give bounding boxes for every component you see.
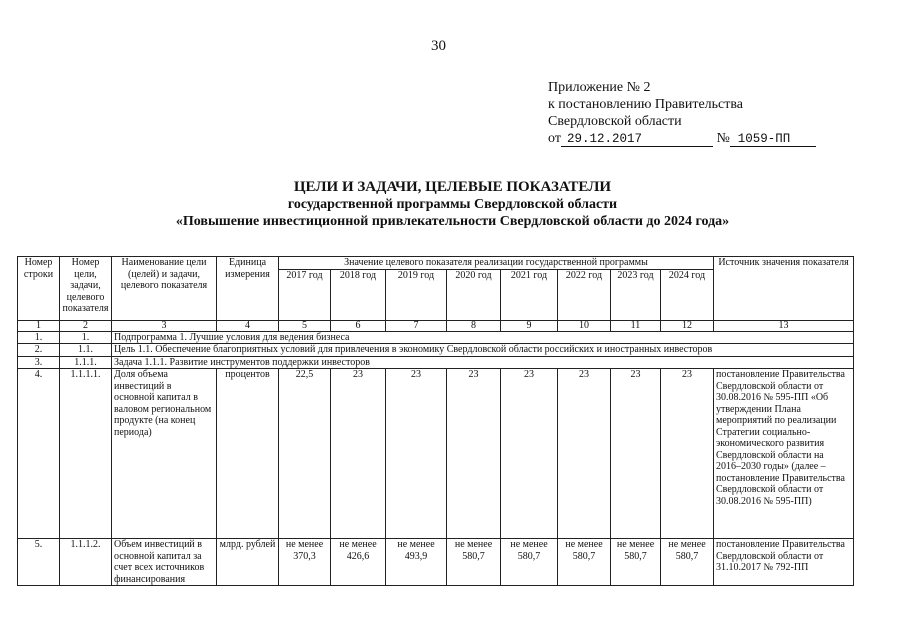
column-number: 9	[501, 320, 558, 331]
column-number: 5	[279, 320, 331, 331]
title-line-2: государственной программы Свердловской области	[287, 197, 618, 212]
row-code: 1.1.1.	[60, 356, 112, 369]
column-number: 10	[558, 320, 611, 331]
column-number: 4	[217, 320, 279, 331]
header-year: 2020 год	[447, 269, 501, 320]
indicator-value-cell	[661, 539, 714, 586]
span-row-task	[18, 356, 854, 369]
row-code: 1.1.	[60, 344, 112, 357]
row-number: 4.	[18, 369, 60, 539]
indicator-value: 23	[331, 369, 386, 539]
appendix-line-3: Свердловской области	[548, 114, 682, 129]
indicator-value-cell	[501, 539, 558, 586]
indicator-value: 370,3	[293, 550, 316, 562]
header-year: 2017 год	[279, 269, 331, 320]
header-year: 2024 год	[661, 269, 714, 320]
task-title: Задача 1.1.1. Развитие инструментов поддержки инвесторов	[112, 356, 854, 369]
row-code: 1.	[60, 331, 112, 344]
header-year: 2018 год	[331, 269, 386, 320]
column-number: 3	[112, 320, 217, 331]
title-line-3: «Повышение инвестиционной привлекательности Свердловской области до 2024 года»	[175, 214, 730, 229]
header-goal-number: Номер цели, задачи, целевого показателя	[60, 257, 112, 321]
indicator-value-cell	[447, 539, 501, 586]
resolution-date: 29.12.2017	[561, 132, 713, 147]
appendix-line-2: к постановлению Правительства	[548, 97, 744, 112]
value-prefix: не менее	[397, 539, 435, 550]
document-title	[0, 179, 905, 230]
indicator-value: 22,5	[279, 369, 331, 539]
appendix-header	[548, 79, 816, 147]
row-number: 5.	[18, 539, 60, 586]
header-values-group: Значение целевого показателя реализации государственной программы	[279, 257, 714, 270]
column-number: 12	[661, 320, 714, 331]
indicator-value: 580,7	[624, 550, 647, 562]
column-number: 13	[714, 320, 854, 331]
header-row-1	[18, 257, 854, 270]
indicator-unit: процентов	[217, 369, 279, 539]
value-prefix: не менее	[668, 539, 706, 550]
indicator-row-4	[18, 369, 854, 539]
span-row-goal	[18, 344, 854, 357]
indicator-value: 23	[661, 369, 714, 539]
column-number: 2	[60, 320, 112, 331]
row-number: 3.	[18, 356, 60, 369]
indicator-value: 23	[501, 369, 558, 539]
indicator-value-cell	[279, 539, 331, 586]
indicator-value-cell	[386, 539, 447, 586]
goal-title: Цель 1.1. Обеспечение благоприятных условий для привлечения в экономику Свердловской области российских и иностранных инвесторов	[112, 344, 854, 357]
subprogram-title: Подпрограмма 1. Лучшие условия для ведения бизнеса	[112, 331, 854, 344]
appendix-date-line	[548, 130, 816, 147]
header-year: 2022 год	[558, 269, 611, 320]
indicator-value: 580,7	[462, 550, 485, 562]
indicators-table	[17, 256, 854, 586]
header-year: 2021 год	[501, 269, 558, 320]
column-number: 11	[611, 320, 661, 331]
row-number: 1.	[18, 331, 60, 344]
value-prefix: не менее	[565, 539, 603, 550]
resolution-number: 1059-ПП	[730, 132, 816, 147]
indicator-value: 23	[558, 369, 611, 539]
indicator-unit: млрд. рублей	[217, 539, 279, 586]
header-row-number: Номер строки	[18, 257, 60, 321]
appendix-line-1: Приложение № 2	[548, 80, 651, 95]
value-prefix: не менее	[510, 539, 548, 550]
column-number: 6	[331, 320, 386, 331]
value-prefix: не менее	[285, 539, 324, 550]
header-year: 2023 год	[611, 269, 661, 320]
column-number: 8	[447, 320, 501, 331]
indicator-value: 580,7	[572, 550, 596, 562]
title-line-1: ЦЕЛИ И ЗАДАЧИ, ЦЕЛЕВЫЕ ПОКАЗАТЕЛИ	[293, 179, 612, 195]
span-row-subprogram	[18, 331, 854, 344]
indicator-value: 426,6	[346, 550, 370, 562]
indicator-name: Доля объема инвестиций в основной капитал в валовом региональном продукте (на конец периода)	[112, 369, 217, 539]
header-unit: Единица измерения	[217, 257, 279, 321]
column-number: 1	[18, 320, 60, 331]
indicator-source: постановление Правительства Свердловской области от 31.10.2017 № 792-ПП	[714, 539, 854, 586]
row-code: 1.1.1.1.	[60, 369, 112, 539]
indicator-value-cell	[611, 539, 661, 586]
value-prefix: не менее	[339, 539, 377, 550]
indicator-value: 23	[447, 369, 501, 539]
row-number: 2.	[18, 344, 60, 357]
indicator-value-cell	[558, 539, 611, 586]
indicator-value: 23	[611, 369, 661, 539]
indicator-value: 580,7	[517, 550, 541, 562]
number-prefix: №	[716, 131, 730, 146]
column-numbers-row	[18, 320, 854, 331]
indicator-value: 493,9	[404, 550, 428, 562]
date-prefix: от	[548, 131, 561, 146]
indicator-row-5	[18, 539, 854, 586]
header-year: 2019 год	[386, 269, 447, 320]
indicator-source: постановление Правительства Свердловской области от 30.08.2016 № 595-ПП «Об утверждении Плана мероприятий по реализации Стратегии социально-экономического развития Свердловской области на 2016–2030 годы» (далее – постановление Правительства Свердловской области от 30.08.2016 № 595-ПП)	[714, 369, 854, 539]
page-number: 30	[431, 38, 446, 54]
indicator-value: 23	[386, 369, 447, 539]
value-prefix: не менее	[616, 539, 655, 550]
indicator-value-cell	[331, 539, 386, 586]
indicator-name: Объем инвестиций в основной капитал за счет всех источников финансирования	[112, 539, 217, 586]
indicator-value: 580,7	[675, 550, 699, 562]
column-number: 7	[386, 320, 447, 331]
row-code: 1.1.1.2.	[60, 539, 112, 586]
value-prefix: не менее	[454, 539, 493, 550]
header-name: Наименование цели (целей) и задачи, целевого показателя	[112, 257, 217, 321]
header-source: Источник значения показателя	[714, 257, 854, 321]
